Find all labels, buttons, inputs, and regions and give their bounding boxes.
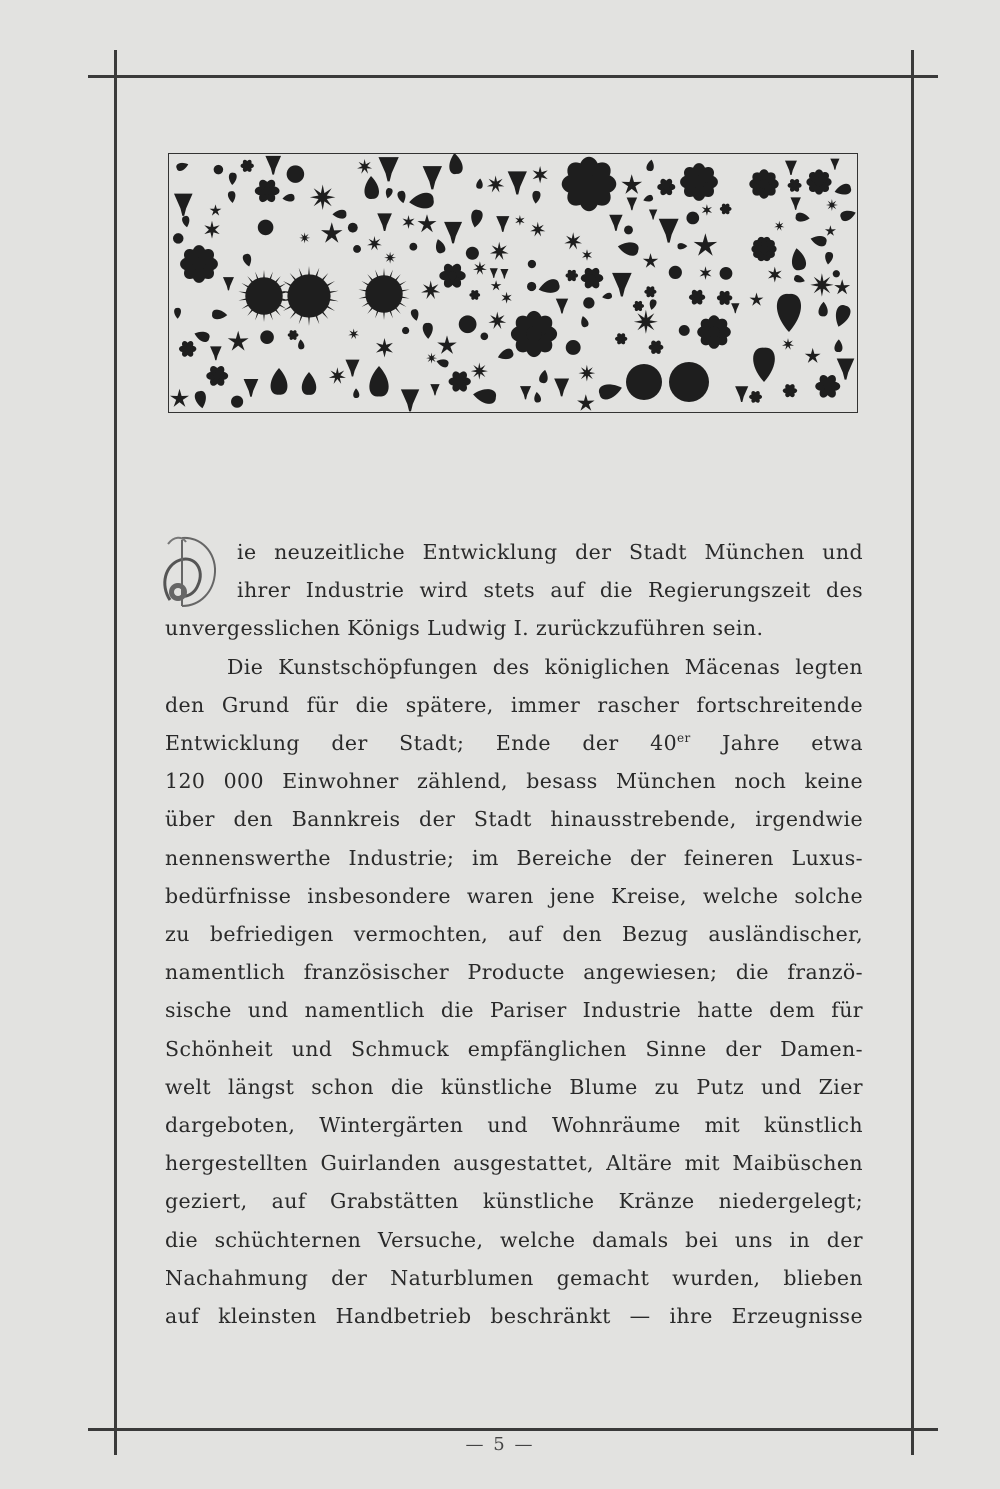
text-segment: Entwicklung der Stadt; Ende der 40 <box>165 731 678 756</box>
flower-silhouettes-image <box>169 154 857 412</box>
text-line: Nachahmung der Naturblumen gemacht wurden, blieben <box>165 1265 863 1290</box>
text-line: welt längst schon die künstliche Blume zu Putz und Zier <box>165 1074 863 1099</box>
text-line: sische und namentlich die Pariser Industrie hatte dem für <box>165 998 863 1023</box>
page-number: — 5 — <box>465 1434 535 1455</box>
text-line: Die Kunstschöpfungen des königlichen Mäcenas legten <box>227 654 863 679</box>
text-line: ie neuzeitliche Entwicklung der Stadt München und <box>237 540 863 564</box>
frame-left-rule <box>114 50 117 1455</box>
text-line: Schönheit und Schmuck empfänglichen Sinne der Damen- <box>165 1036 863 1061</box>
paragraph-2 <box>165 648 863 1336</box>
text-line <box>165 724 863 762</box>
body-text <box>165 533 863 1335</box>
text-line: zu befriedigen vermochten, auf den Bezug ausländischer, <box>165 922 863 947</box>
text-segment: Jahre etwa <box>690 731 863 756</box>
text-line: 120 000 Einwohner zählend, besass München noch keine <box>165 769 863 794</box>
text-line: namentlich französischer Producte angewiesen; die franzö- <box>165 960 863 985</box>
text-line: hergestellten Guirlanden ausgestattet, Altäre mit Maibüschen <box>165 1151 863 1176</box>
text-line: auf kleinsten Handbetrieb beschränkt — ihre Erzeugnisse <box>165 1304 863 1329</box>
frame-bottom-rule <box>88 1428 938 1431</box>
text-line: den Grund für die spätere, immer rascher fortschreitende <box>165 692 863 717</box>
frame-right-rule <box>911 50 914 1455</box>
frame-top-rule <box>88 75 938 78</box>
superscript: er <box>677 731 691 746</box>
text-line: unvergesslichen Königs Ludwig I. zurückzuführen sein. <box>165 616 764 641</box>
text-line: bedürfnisse insbesondere waren jene Kreise, welche solche <box>165 883 863 908</box>
text-line: nennenswerthe Industrie; im Bereiche der feineren Luxus- <box>165 845 863 870</box>
flower-silhouette-ornament <box>168 153 858 413</box>
text-line: geziert, auf Grabstätten künstliche Kränze niedergelegt; <box>165 1189 863 1214</box>
text-line: ihrer Industrie wird stets auf die Regierungszeit des <box>237 578 863 603</box>
text-line: über den Bannkreis der Stadt hinausstrebende, irgendwie <box>165 807 863 832</box>
text-line: dargeboten, Wintergärten und Wohnräume mit künstlich <box>165 1113 863 1138</box>
text-line: die schüchternen Versuche, welche damals bei uns in der <box>165 1227 863 1252</box>
paragraph-1 <box>165 533 863 648</box>
